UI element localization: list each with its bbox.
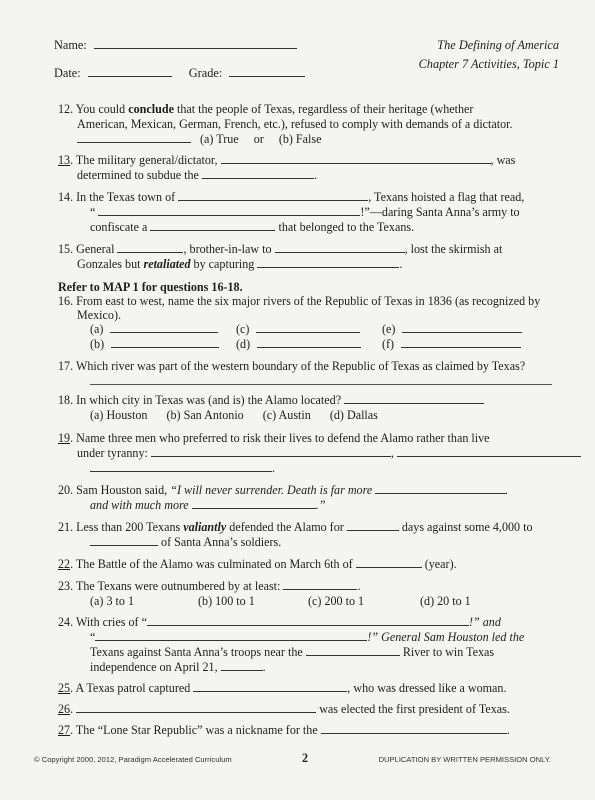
question-13 bbox=[58, 153, 515, 167]
answer-blank[interactable] bbox=[375, 483, 507, 494]
question-text: of Santa Anna’s soldiers. bbox=[161, 535, 282, 549]
question-text: determined to subdue the bbox=[77, 168, 199, 182]
chapter-subtitle: Chapter 7 Activities, Topic 1 bbox=[418, 57, 559, 71]
answer-blank[interactable] bbox=[275, 242, 405, 253]
question-number: 21. bbox=[58, 520, 74, 534]
question-24 bbox=[58, 615, 501, 629]
map-heading: Refer to MAP 1 for questions 16-18. bbox=[58, 280, 243, 294]
answer-line[interactable] bbox=[90, 384, 552, 385]
emphasis-term: retaliated bbox=[143, 257, 191, 271]
question-number: 14. bbox=[58, 190, 74, 204]
question-text: defended the Alamo for bbox=[226, 520, 344, 534]
option-c[interactable]: (c) 200 to 1 bbox=[308, 594, 365, 608]
question-19-line2 bbox=[77, 446, 581, 460]
question-number: 18. bbox=[58, 393, 74, 407]
answer-blank[interactable] bbox=[347, 520, 399, 531]
question-17 bbox=[58, 359, 525, 373]
question-21-line2 bbox=[90, 535, 281, 549]
question-15 bbox=[58, 242, 502, 256]
duplication-notice: DUPLICATION BY WRITTEN PERMISSION ONLY. bbox=[378, 755, 551, 764]
question-number: 22 bbox=[58, 557, 71, 571]
answer-blank[interactable] bbox=[221, 153, 491, 164]
question-text: , brother-in-law to bbox=[183, 242, 272, 256]
question-text: Texans against Santa Anna’s troops near the bbox=[90, 645, 303, 659]
answer-blank[interactable] bbox=[192, 498, 316, 509]
question-text: under tyranny: bbox=[77, 446, 148, 460]
question-text: You could bbox=[75, 102, 129, 116]
period: . bbox=[272, 461, 276, 475]
question-text: River to win Texas bbox=[402, 645, 495, 659]
question-16 bbox=[58, 294, 540, 308]
option-a[interactable]: (a) 3 to 1 bbox=[90, 594, 134, 608]
emphasis-term: valiantly bbox=[183, 520, 227, 534]
period: . bbox=[313, 168, 317, 182]
period: . bbox=[399, 257, 403, 271]
period: . bbox=[357, 579, 361, 593]
question-19 bbox=[58, 431, 490, 445]
question-text: . The military general/dictator, bbox=[70, 153, 218, 167]
question-text: . A Texas patrol captured bbox=[70, 681, 191, 695]
answer-blank[interactable] bbox=[110, 322, 218, 333]
option-d[interactable]: (d) Dallas bbox=[329, 408, 378, 422]
answer-blank[interactable] bbox=[257, 337, 361, 348]
answer-blank[interactable] bbox=[147, 615, 469, 626]
question-18 bbox=[58, 393, 484, 407]
answer-blank[interactable] bbox=[344, 393, 484, 404]
question-number: 24. bbox=[58, 615, 74, 629]
book-title: The Defining of America bbox=[437, 38, 559, 52]
answer-blank[interactable] bbox=[257, 257, 399, 268]
question-number: 15. bbox=[58, 242, 74, 256]
header-name-row bbox=[54, 38, 297, 53]
answer-blank[interactable] bbox=[202, 168, 314, 179]
question-22 bbox=[58, 557, 457, 571]
question-number: 25 bbox=[58, 681, 71, 695]
answer-blank[interactable] bbox=[90, 461, 272, 472]
question-number: 12. bbox=[58, 102, 74, 116]
question-text: independence on April 21, bbox=[90, 660, 218, 674]
page-number: 2 bbox=[302, 751, 309, 765]
question-number: 17. bbox=[58, 359, 74, 373]
header-date-row bbox=[54, 66, 305, 81]
name-label: Name: bbox=[54, 38, 87, 52]
question-text: by capturing bbox=[190, 257, 255, 271]
question-24-line4 bbox=[90, 660, 266, 674]
river-c bbox=[236, 322, 360, 336]
option-true[interactable]: (a) True bbox=[200, 132, 239, 146]
option-a[interactable]: (a) Houston bbox=[90, 408, 148, 422]
answer-blank[interactable] bbox=[283, 579, 357, 590]
name-blank[interactable] bbox=[94, 38, 297, 49]
question-text: that belonged to the Texans. bbox=[278, 220, 415, 234]
question-number: 26 bbox=[58, 702, 71, 716]
period: . bbox=[506, 723, 510, 737]
date-label: Date: bbox=[54, 66, 81, 80]
quote-text: “I will never surrender. Death is far more bbox=[170, 483, 373, 497]
answer-blank[interactable] bbox=[111, 337, 219, 348]
answer-blank[interactable] bbox=[256, 322, 360, 333]
question-26 bbox=[58, 702, 510, 716]
question-text: , was bbox=[490, 153, 516, 167]
quote-end: .” bbox=[315, 498, 326, 512]
question-text: General bbox=[76, 242, 115, 256]
question-12 bbox=[58, 102, 473, 116]
answer-blank[interactable] bbox=[306, 645, 400, 656]
question-text: . Name three men who preferred to risk their lives to defend the Alamo rather than live bbox=[70, 431, 490, 445]
question-number: 19 bbox=[58, 431, 71, 445]
question-number: 16. bbox=[58, 294, 74, 308]
option-label: (c) bbox=[236, 322, 250, 336]
question-text: confiscate a bbox=[90, 220, 148, 234]
question-13-line2 bbox=[77, 168, 317, 182]
question-27 bbox=[58, 723, 510, 737]
option-label: (b) bbox=[90, 337, 105, 351]
question-number: 23. bbox=[58, 579, 74, 593]
question-23-options bbox=[90, 594, 471, 608]
option-label: (f) bbox=[382, 337, 395, 351]
comma: , bbox=[390, 446, 394, 460]
answer-blank[interactable] bbox=[193, 681, 347, 692]
answer-blank[interactable] bbox=[95, 630, 367, 641]
answer-blank[interactable] bbox=[178, 190, 368, 201]
question-text: In which city in Texas was (and is) the Alamo located? bbox=[76, 393, 342, 407]
question-text: From east to west, name the six major rivers of the Republic of Texas in 1836 (as recognized by bbox=[76, 294, 541, 308]
question-12-answer bbox=[77, 132, 321, 146]
answer-blank[interactable] bbox=[98, 205, 360, 216]
option-d[interactable]: (d) 20 to 1 bbox=[420, 594, 471, 608]
question-number: 27 bbox=[58, 723, 71, 737]
option-b[interactable]: (b) 100 to 1 bbox=[198, 594, 255, 608]
river-d bbox=[236, 337, 361, 351]
bold-term: conclude bbox=[128, 102, 174, 116]
river-f bbox=[382, 337, 521, 351]
answer-blank[interactable] bbox=[117, 242, 183, 253]
question-23 bbox=[58, 579, 360, 593]
question-15-line2 bbox=[77, 257, 402, 271]
answer-blank[interactable] bbox=[402, 322, 522, 333]
question-text: , lost the skirmish at bbox=[404, 242, 503, 256]
quote-mark: “ bbox=[90, 630, 96, 644]
option-b[interactable]: (b) San Antonio bbox=[166, 408, 244, 422]
question-text: Less than 200 Texans bbox=[76, 520, 184, 534]
question-24-line3 bbox=[90, 645, 494, 659]
question-14 bbox=[58, 190, 524, 204]
answer-blank[interactable] bbox=[221, 660, 263, 671]
question-14-line3 bbox=[90, 220, 414, 234]
option-false[interactable]: (b) False bbox=[278, 132, 322, 146]
answer-blank[interactable] bbox=[77, 132, 191, 143]
date-blank[interactable] bbox=[88, 66, 172, 77]
question-text: !” and bbox=[468, 615, 501, 629]
answer-blank[interactable] bbox=[321, 723, 507, 734]
river-a bbox=[90, 322, 218, 336]
question-text: In the Texas town of bbox=[76, 190, 176, 204]
quote-text: and with much more bbox=[90, 498, 189, 512]
question-text: The Texans were outnumbered by at least: bbox=[75, 579, 281, 593]
question-text: , who was dressed like a woman. bbox=[347, 681, 507, 695]
answer-blank[interactable] bbox=[150, 220, 275, 231]
question-18-options bbox=[90, 408, 378, 422]
grade-blank[interactable] bbox=[229, 66, 305, 77]
question-text: . The Battle of the Alamo was culminated on March 6th of bbox=[70, 557, 353, 571]
question-text: !” General Sam Houston led the bbox=[367, 630, 525, 644]
question-text: . bbox=[70, 702, 74, 716]
question-text: days against some 4,000 to bbox=[401, 520, 533, 534]
question-number: 20. bbox=[58, 483, 74, 497]
answer-blank[interactable] bbox=[90, 535, 158, 546]
question-number: 13 bbox=[58, 153, 71, 167]
copyright-notice: © Copyright 2000, 2012, Paradigm Accelerated Curriculum bbox=[34, 755, 232, 764]
answer-blank[interactable] bbox=[397, 446, 581, 457]
question-text: With cries of “ bbox=[75, 615, 147, 629]
question-text: Which river was part of the western boundary of the Republic of Texas as claimed by Texas? bbox=[75, 359, 526, 373]
river-e bbox=[382, 322, 522, 336]
question-19-line3 bbox=[90, 461, 275, 475]
question-20 bbox=[58, 483, 507, 497]
question-12-line2: American, Mexican, German, French, etc.), refused to comply with demands of a dictator. bbox=[77, 117, 513, 131]
or-label: or bbox=[253, 132, 264, 146]
option-c[interactable]: (c) Austin bbox=[262, 408, 311, 422]
question-text: was elected the first president of Texas. bbox=[319, 702, 510, 716]
option-label: (d) bbox=[236, 337, 251, 351]
question-21 bbox=[58, 520, 533, 534]
question-text: Sam Houston said, bbox=[76, 483, 171, 497]
question-20-line2 bbox=[90, 498, 325, 512]
grade-label: Grade: bbox=[188, 66, 223, 80]
quote-mark: “ bbox=[90, 205, 96, 219]
answer-blank[interactable] bbox=[401, 337, 521, 348]
question-14-line2 bbox=[90, 205, 520, 219]
answer-blank[interactable] bbox=[356, 557, 422, 568]
question-text: (year). bbox=[424, 557, 457, 571]
option-label: (e) bbox=[382, 322, 396, 336]
river-b bbox=[90, 337, 219, 351]
question-text: , Texans hoisted a flag that read, bbox=[368, 190, 525, 204]
question-24-line2 bbox=[90, 630, 524, 644]
period: . bbox=[262, 660, 266, 674]
question-25 bbox=[58, 681, 507, 695]
answer-blank[interactable] bbox=[151, 446, 391, 457]
question-text: Gonzales but bbox=[77, 257, 144, 271]
question-text: !”—daring Santa Anna’s army to bbox=[360, 205, 520, 219]
question-text: . The “Lone Star Republic” was a nickname for the bbox=[70, 723, 318, 737]
question-text: that the people of Texas, regardless of their heritage (whether bbox=[173, 102, 474, 116]
question-16-line2: Mexico). bbox=[77, 308, 121, 322]
option-label: (a) bbox=[90, 322, 104, 336]
answer-blank[interactable] bbox=[76, 702, 316, 713]
